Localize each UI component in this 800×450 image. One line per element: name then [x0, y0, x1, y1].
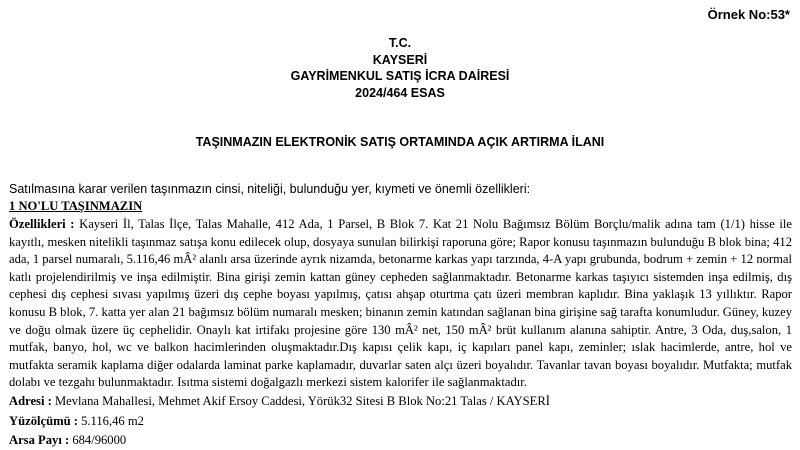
- intro-text: Satılmasına karar verilen taşınmazın cinsi, niteliği, bulunduğu yer, kıymeti ve önemli özellikleri:: [9, 182, 531, 196]
- area-label: Yüzölçümü :: [9, 414, 78, 428]
- header-city: KAYSERİ: [372, 52, 428, 67]
- address-value: Mevlana Mahallesi, Mehmet Akif Ersoy Caddesi, Yörük32 Sitesi B Blok No:21 Talas / KAYSERİ: [51, 394, 550, 408]
- sample-number: Örnek No:53*: [707, 7, 790, 22]
- area-row: [9, 413, 144, 431]
- features-paragraph: [9, 216, 792, 392]
- header-case-number: 2024/464 ESAS: [355, 85, 445, 100]
- header-republic: T.C.: [388, 36, 412, 50]
- header-office: GAYRİMENKUL SATIŞ İCRA DAİRESİ: [290, 69, 510, 83]
- address-label: Adresi :: [9, 394, 52, 408]
- land-share-label: Arsa Payı :: [9, 433, 70, 447]
- land-share-value: 684/96000: [69, 433, 127, 447]
- address-row: [9, 393, 550, 411]
- parcel-heading: 1 NO'LU TAŞINMAZIN: [9, 199, 143, 213]
- features-text: Kayseri İl, Talas İlçe, Talas Mahalle, 412 Ada, 1 Parsel, B Blok 7. Kat 21 Nolu Bağımsız Bölüm Borçlu/malik adına tam (1/1) hisse ile kayıtlı, mesken nitelikli taşınmaz satışa konu edilecek olup, dosyaya sunulan bilirkişi raporuna göre; Rapor konusu taşınmazın bulunduğu B blok bina; 412 ada, 1 parsel numaralı, 5.116,46 mÂ² alanlı arsa üzerinde ayrık nizamda, betonarme karkas yapı tarzında, 4-A yapı grubunda, bodrum + zemin + 12 normal katlı projelendirilmiş ve inşa edilmiştir. Bina girişi zemin kattan güney cepheden sağlanmaktadır. Betonarme karkas taşıyıcı sistemden inşa edilmiş, dış cephesi dış cephesi sıvası yapılmış üzeri dış cephe boyası yapılmış, çatısı ahşap oturtma çatı üzeri membran kaplıdır. Bina yaklaşık 13 yıllıktır. Rapor konusu B blok, 7. katta yer alan 21 bağımsız bölüm numaralı mesken; binanın zemin katından sağlanan bina girişine sağ tarafta konumludur. Güney, kuzey ve doğu olmak üzere üç cephelidir. Onaylı kat irtifakı projesine göre 130 mÂ² net, 150 mÂ² brüt kullanım alanına sahiptir. Antre, 3 Oda, duş,salon, 1 mutfak, banyo, hol, wc ve balkon hacimlerinden oluşmaktadır.Dış kapısı çelik kapı, iç kapıları panel kapı, zeminler; ıslak hacimlerde, antre, hol ve mutfakta seramik kaplama diğer odalarda laminat parke kaplamadır, duvarlar saten alçı üzeri boyalıdır. Tavanlar tavan boyası boyalıdır. Mutfakta; mutfak dolabı ve tezgahı bulunmaktadır. Isıtma sistemi doğalgazlı merkezi sistem kalorifer ile sağlanmaktadır.: [9, 217, 793, 390]
- land-share-row: [9, 432, 126, 450]
- office-header: [0, 35, 800, 101]
- features-label: Özellikleri :: [9, 217, 75, 231]
- area-value: 5.116,46 m2: [77, 414, 144, 428]
- announcement-title: TAŞINMAZIN ELEKTRONİK SATIŞ ORTAMINDA AÇIK ARTIRMA İLANI: [195, 135, 605, 149]
